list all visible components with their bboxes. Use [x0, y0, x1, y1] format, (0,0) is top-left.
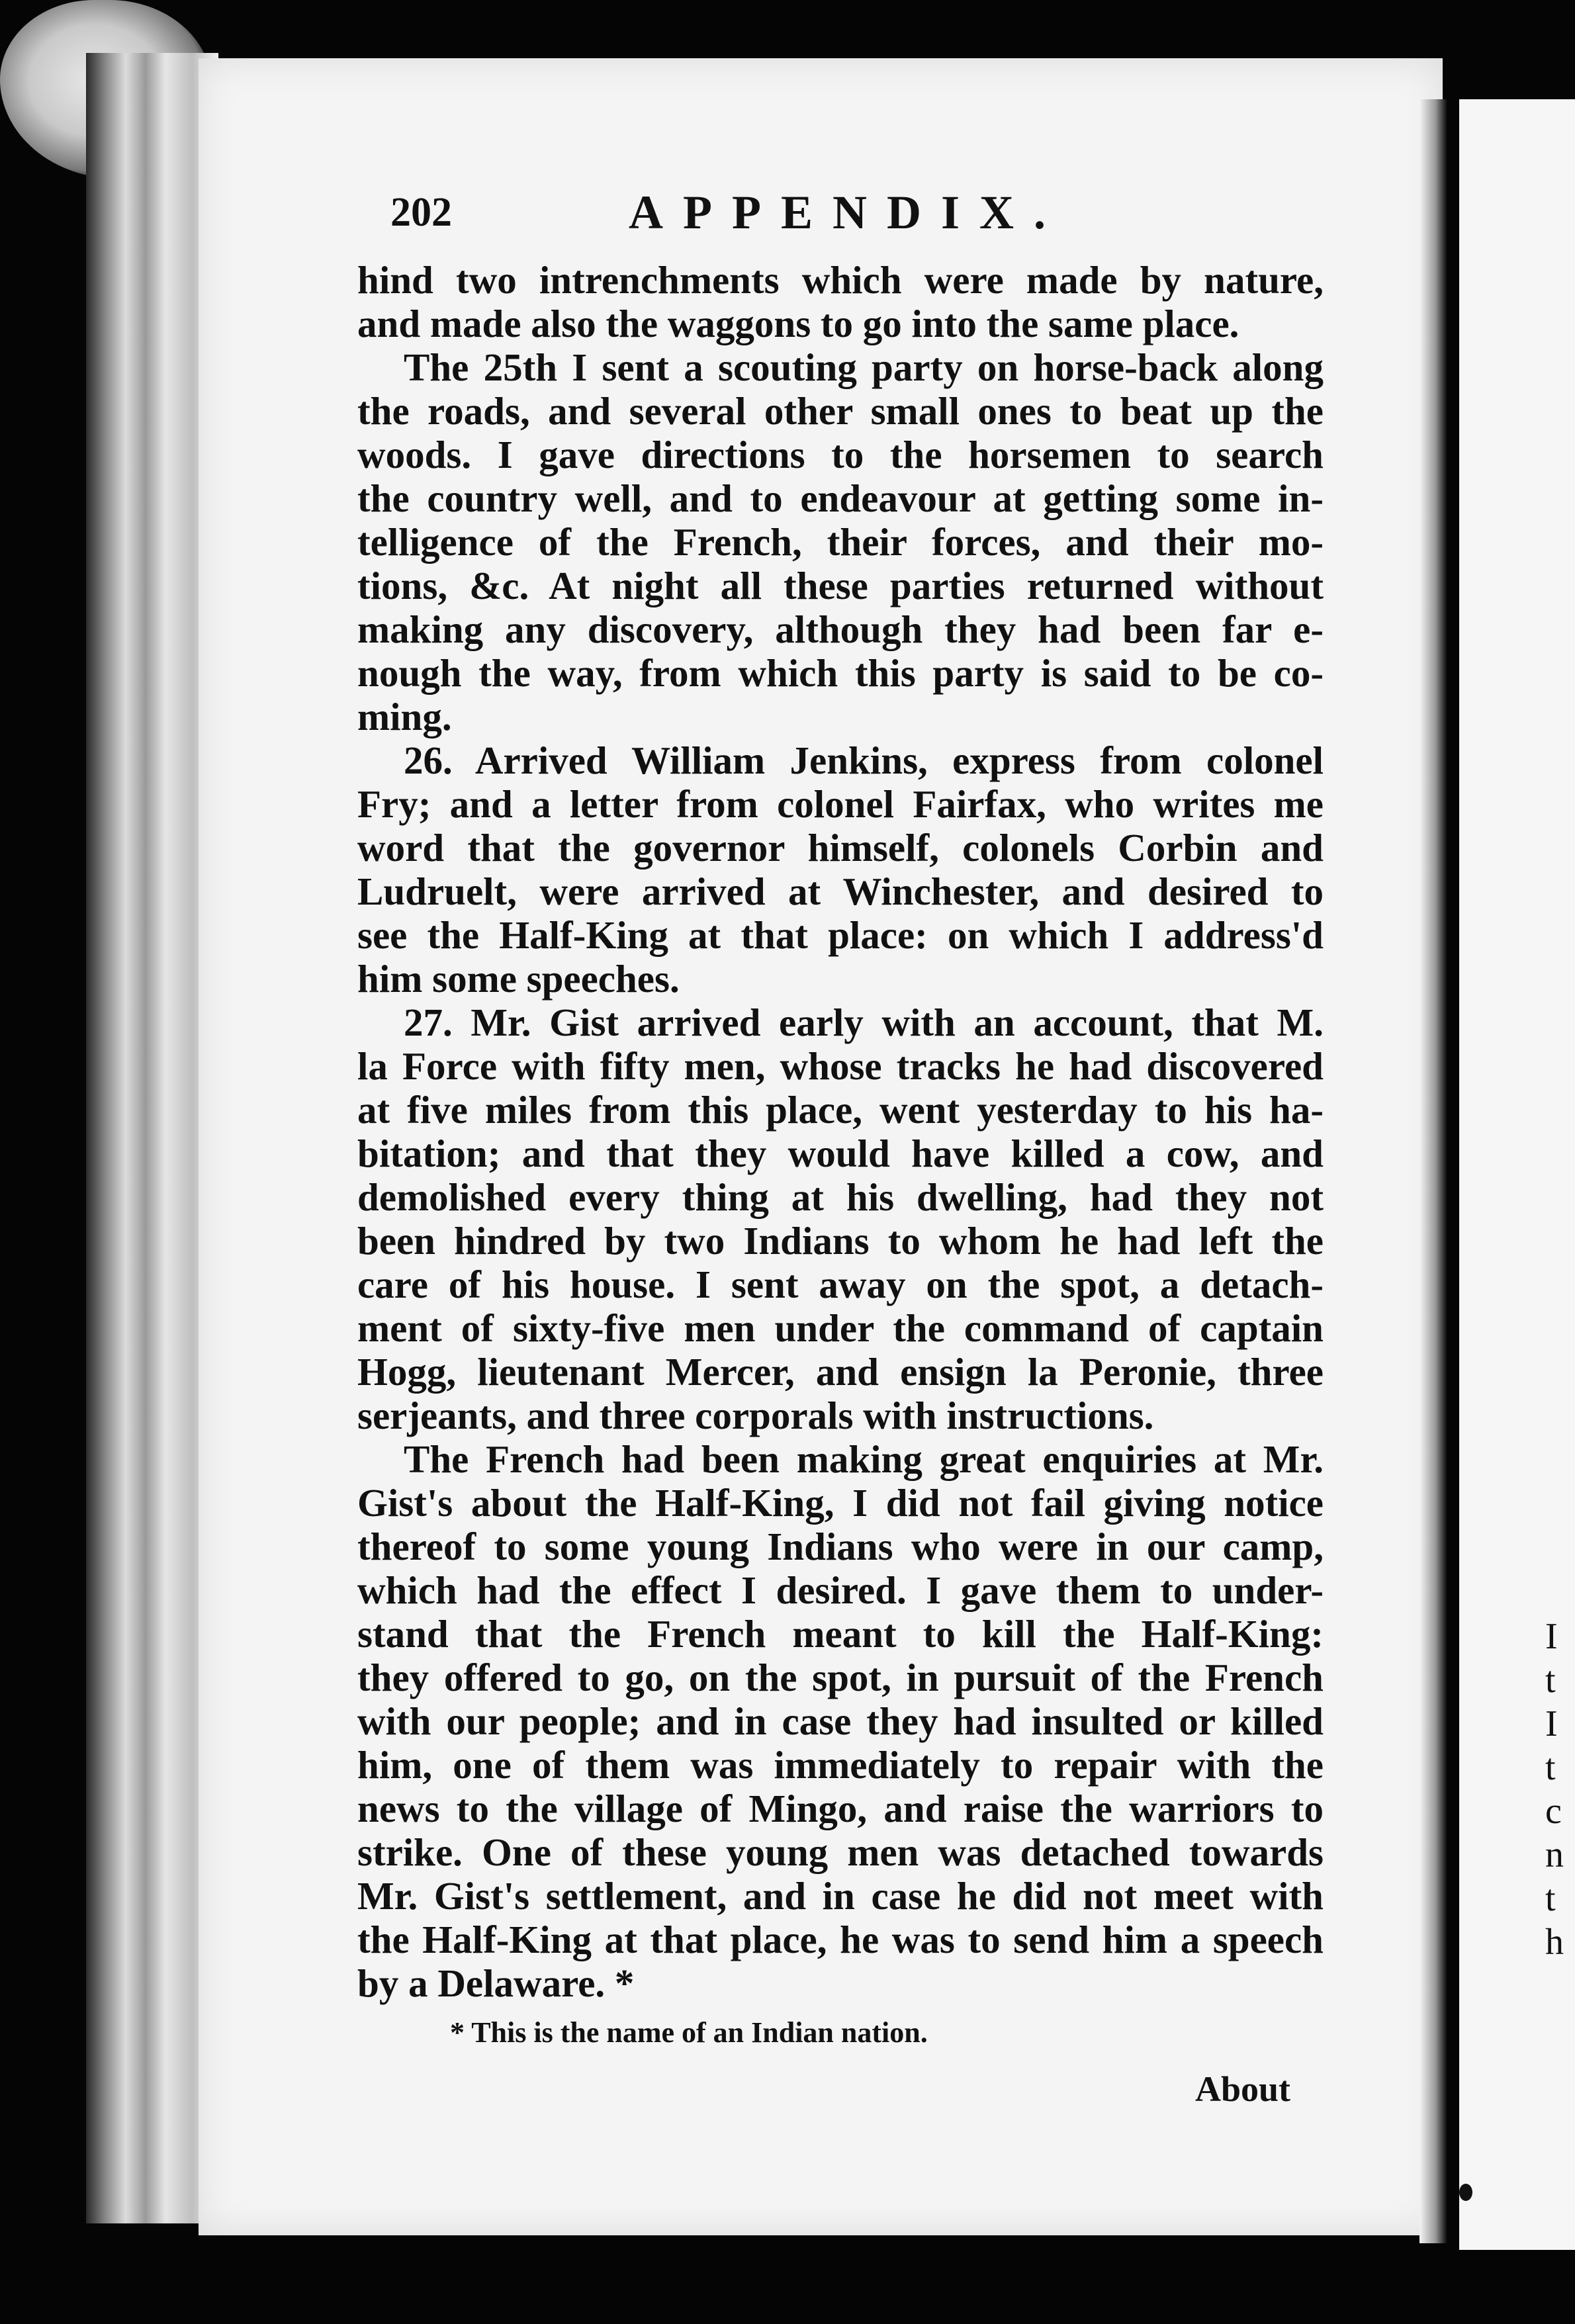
text-line: serjeants, and three corporals with instructions.	[357, 1394, 1154, 1437]
text-line: nough the way, from which this party is said to be co-	[357, 651, 1324, 695]
text-line: making any discovery, although they had been far e-	[357, 607, 1324, 651]
text-line: him some speeches.	[357, 957, 680, 1001]
page-header	[390, 185, 1145, 258]
facing-page-letter: t	[1545, 1660, 1556, 1701]
text-line: care of his house. I sent away on the spot, a detach-	[357, 1263, 1324, 1306]
ink-mark	[1459, 2184, 1472, 2201]
text-line: Fry; and a letter from colonel Fairfax, who writes me	[357, 782, 1324, 826]
text-line: strike. One of these young men was detached towards	[357, 1830, 1324, 1874]
text-line: and made also the waggons to go into the same place.	[357, 302, 1239, 345]
body-text	[357, 258, 1324, 2005]
catchword: About	[1194, 2069, 1290, 2109]
facing-page-letters	[1545, 1615, 1575, 1964]
page-text	[357, 185, 1324, 2110]
text-line: telligence of the French, their forces, and their mo-	[357, 520, 1324, 564]
facing-page-letter: I	[1545, 1616, 1558, 1657]
text-line: thereof to some young Indians who were in our camp,	[357, 1525, 1324, 1568]
text-line: hind two intrenchments which were made by nature,	[357, 258, 1324, 302]
book-gutter	[1419, 99, 1459, 2243]
text-line: Mr. Gist's settlement, and in case he did not meet with	[357, 1874, 1324, 1918]
facing-page-letter: n	[1545, 1834, 1564, 1875]
facing-page-letter: t	[1545, 1878, 1556, 1919]
text-line: The 25th I sent a scouting party on horse-back along	[404, 345, 1324, 389]
facing-page-letter: t	[1545, 1747, 1556, 1788]
facing-page-letter: c	[1545, 1791, 1562, 1832]
text-line: word that the governor himself, colonels Corbin and	[357, 826, 1324, 870]
text-line: 27. Mr. Gist arrived early with an account, that M.	[404, 1001, 1324, 1044]
text-line: at five miles from this place, went yesterday to his ha-	[357, 1088, 1324, 1132]
text-line: tions, &c. At night all these parties returned without	[357, 564, 1324, 607]
text-line: the country well, and to endeavour at getting some in-	[357, 476, 1324, 520]
page-number: 202	[390, 190, 452, 235]
text-line: demolished every thing at his dwelling, had they not	[357, 1175, 1324, 1219]
text-line: Hogg, lieutenant Mercer, and ensign la Peronie, three	[357, 1350, 1324, 1394]
text-line: la Force with fifty men, whose tracks he had discovered	[357, 1044, 1324, 1088]
text-line: been hindred by two Indians to whom he had left the	[357, 1219, 1324, 1263]
facing-page-letter: I	[1545, 1703, 1558, 1744]
text-line: they offered to go, on the spot, in pursuit of the French	[357, 1656, 1324, 1699]
text-line: woods. I gave directions to the horsemen to search	[357, 433, 1324, 476]
text-line: Gist's about the Half-King, I did not fail giving notice	[357, 1481, 1324, 1525]
text-line: by a Delaware. *	[357, 1961, 635, 2005]
text-line: ming.	[357, 695, 452, 738]
text-line: the roads, and several other small ones to beat up the	[357, 389, 1324, 433]
text-line: which had the effect I desired. I gave them to under-	[357, 1568, 1324, 1612]
text-line: the Half-King at that place, he was to send him a speech	[357, 1918, 1324, 1961]
text-line: see the Half-King at that place: on which I address'd	[357, 913, 1324, 957]
text-line: 26. Arrived William Jenkins, express from colonel	[404, 738, 1324, 782]
text-line: ment of sixty-five men under the command of captain	[357, 1306, 1324, 1350]
text-line: stand that the French meant to kill the Half-King:	[357, 1612, 1324, 1656]
text-line: Ludruelt, were arrived at Winchester, and desired to	[357, 870, 1324, 913]
running-title: APPENDIX.	[629, 186, 1065, 239]
footnote: * This is the name of an Indian nation.	[450, 2016, 928, 2049]
text-line: with our people; and in case they had insulted or killed	[357, 1699, 1324, 1743]
text-line: bitation; and that they would have killed a cow, and	[357, 1132, 1324, 1175]
text-line: news to the village of Mingo, and raise the warriors to	[357, 1787, 1324, 1830]
text-line: him, one of them was immediately to repair with the	[357, 1743, 1324, 1787]
text-line: The French had been making great enquiries at Mr.	[404, 1437, 1324, 1481]
facing-page-letter: h	[1545, 1922, 1564, 1963]
